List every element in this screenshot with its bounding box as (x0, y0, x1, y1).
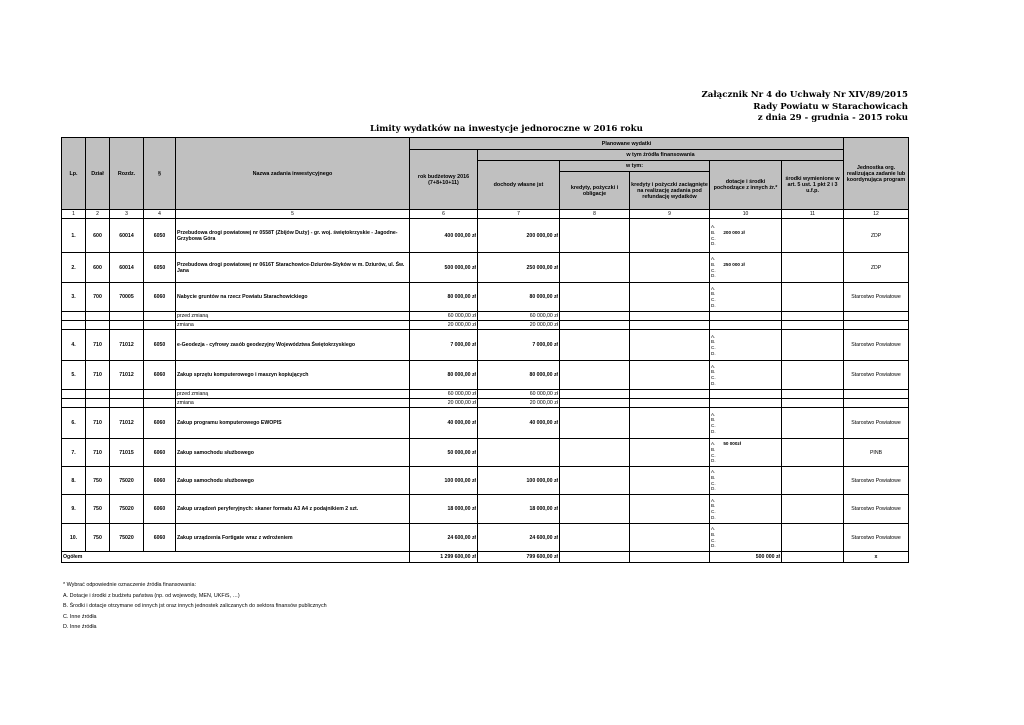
cell-dotacje (710, 524, 782, 552)
cell-rok: 24 600,00 zł (410, 524, 478, 552)
cell-dzial: 750 (86, 524, 110, 552)
cell-dochody: 40 000,00 zł (478, 408, 560, 439)
cell-nazwa: Zakup urządzenia Fortigate wraz z wdrożeniem (176, 524, 410, 552)
cell-przed-rok: 60 000,00 zł (410, 312, 478, 321)
cell-lp: 9. (62, 495, 86, 524)
cell-rok: 80 000,00 zł (410, 283, 478, 312)
source-c: C. (711, 345, 716, 350)
col-header-kredyty: kredyty, pożyczki i obligacje (560, 172, 630, 210)
cell-jednostka: PINB (844, 439, 909, 467)
table-row (62, 495, 909, 524)
cell-jednostka: Starostwo Powiatowe (844, 524, 909, 552)
source-a: A. (711, 224, 716, 230)
cell-paragraph: 6060 (144, 439, 176, 467)
footnote-line: * Wybrać odpowiednie oznaczenie źródła finansowania: (63, 582, 196, 588)
cell-kredyty (560, 283, 630, 312)
cell-kredyty (560, 439, 630, 467)
cell-nazwa: Przebudowa drogi powiatowej nr 0616T Starachowice-Dziurów-Styków w m. Dziurów, ul. Św. Jana (176, 253, 410, 283)
cell-dzial: 710 (86, 439, 110, 467)
cell-kredyty-ref (630, 283, 710, 312)
cell-rok: 7 000,00 zł (410, 330, 478, 361)
table-row-przed-zmiana (62, 390, 909, 399)
cell-paragraph: 6060 (144, 467, 176, 495)
source-d: D. (711, 428, 716, 434)
source-d: D. (711, 514, 716, 520)
investment-table (61, 137, 909, 563)
document-header (702, 90, 909, 125)
cell-dzial: 710 (86, 330, 110, 361)
col-header-w-tym: w tym: (560, 161, 710, 172)
table-row (62, 524, 909, 552)
footnote-line: C. Inne źródła (63, 613, 97, 620)
cell-jednostka: Starostwo Powiatowe (844, 495, 909, 524)
col-number: 2 (86, 210, 110, 219)
source-c: C. (711, 509, 716, 514)
source-a: A. (711, 363, 716, 369)
col-header-srodki: środki wymienione w art. 5 ust. 1 pkt 2 i 3 u.f.p. (782, 161, 844, 210)
dotacje-value: 200 000 zł (723, 229, 745, 235)
cell-zmiana-label: zmiana (176, 321, 410, 330)
cell-rozdz: 71015 (110, 439, 144, 467)
cell-dochody: 250 000,00 zł (478, 253, 560, 283)
footnotes (63, 580, 327, 633)
source-b: B. (711, 417, 716, 423)
cell-srodki (782, 439, 844, 467)
col-header-nazwa: Nazwa zadania inwestycyjnego (176, 138, 410, 210)
cell-rok: 40 000,00 zł (410, 408, 478, 439)
cell-srodki (782, 495, 844, 524)
dotacje-value: 50 000zł (723, 441, 741, 447)
table-row (62, 330, 909, 361)
cell-jednostka: Starostwo Powiatowe (844, 361, 909, 390)
cell-lp: 10. (62, 524, 86, 552)
cell-dochody: 200 000,00 zł (478, 219, 560, 253)
cell-dochody: 24 600,00 zł (478, 524, 560, 552)
document-title: Limity wydatków na inwestycje jednoroczne w 2016 roku (370, 124, 643, 134)
cell-przed-dochody: 60 000,00 zł (478, 312, 560, 321)
cell-lp: 6. (62, 408, 86, 439)
cell-jednostka: Starostwo Powiatowe (844, 467, 909, 495)
source-b: B. (711, 339, 716, 345)
cell-lp: 5. (62, 361, 86, 390)
table-row (62, 253, 909, 283)
col-header-kredyty-ref: kredyty i pożyczki zaciągnięte na realizację zadania pod refundację wydatków (630, 172, 710, 210)
cell-dotacje (710, 495, 782, 524)
source-b: B. (711, 261, 716, 267)
footnote-line: A. Dotacje i środki z budżetu państwa (np. od wojewody, MEN, UKFiS, …) (63, 592, 240, 599)
cell-rozdz: 71012 (110, 361, 144, 390)
cell-srodki (782, 467, 844, 495)
cell-rok: 50 000,00 zł (410, 439, 478, 467)
cell-dotacje (710, 219, 782, 253)
col-number: 10 (710, 210, 782, 219)
source-d: D. (711, 350, 716, 356)
source-d: D. (711, 486, 716, 492)
source-a: A. (711, 441, 716, 447)
cell-rok: 18 000,00 zł (410, 495, 478, 524)
cell-zmiana-dochody: 20 000,00 zł (478, 321, 560, 330)
source-b: B. (711, 503, 716, 509)
cell-rok: 80 000,00 zł (410, 361, 478, 390)
cell-nazwa: Przebudowa drogi powiatowej nr 0558T (Zbijów Duży) - gr. woj. świętokrzyskie - Jagodne-Grzybowa Góra (176, 219, 410, 253)
cell-dochody: 7 000,00 zł (478, 330, 560, 361)
cell-rozdz: 75020 (110, 467, 144, 495)
cell-srodki (782, 408, 844, 439)
cell-kredyty (560, 219, 630, 253)
cell-kredyty-ref (630, 524, 710, 552)
cell-dochody: 80 000,00 zł (478, 361, 560, 390)
cell-dotacje (710, 467, 782, 495)
cell-dzial: 750 (86, 467, 110, 495)
source-c: C. (711, 267, 716, 273)
column-number-row (62, 210, 909, 219)
cell-jednostka: Starostwo Powiatowe (844, 330, 909, 361)
source-b: B. (711, 474, 716, 480)
cell-paragraph: 6060 (144, 283, 176, 312)
col-header-dotacje: dotacje i środki pochodzące z innych źr.* (710, 161, 782, 210)
header-line-2: Rady Powiatu w Starachowicach (753, 101, 908, 112)
source-b: B. (711, 531, 716, 537)
cell-jednostka: Starostwo Powiatowe (844, 283, 909, 312)
cell-lp: 1. (62, 219, 86, 253)
cell-dotacje (710, 439, 782, 467)
cell-lp: 7. (62, 439, 86, 467)
cell-rozdz: 60014 (110, 219, 144, 253)
cell-dotacje (710, 408, 782, 439)
cell-srodki (782, 283, 844, 312)
cell-paragraph: 6060 (144, 495, 176, 524)
cell-dochody: 80 000,00 zł (478, 283, 560, 312)
cell-zmiana-dochody: 20 000,00 zł (478, 399, 560, 408)
header-line-3: z dnia 29 - grudnia - 2015 roku (757, 113, 908, 123)
cell-kredyty (560, 330, 630, 361)
col-number: 5 (176, 210, 410, 219)
source-d: D. (711, 273, 716, 279)
cell-kredyty-ref (630, 408, 710, 439)
cell-nazwa: e-Geodezja - cyfrowy zasób geodezyjny Województwa Świętokrzyskiego (176, 330, 410, 361)
cell-paragraph: 6060 (144, 408, 176, 439)
cell-dochody: 18 000,00 zł (478, 495, 560, 524)
col-header-zrodla: w tym źródła finansowania (478, 150, 844, 161)
col-header-jednostka: Jednostka org. realizująca zadanie lub koordynująca program (844, 138, 909, 210)
cell-nazwa: Zakup samochodu służbowego (176, 467, 410, 495)
source-c: C. (711, 297, 716, 302)
cell-dzial: 600 (86, 253, 110, 283)
col-number: 1 (62, 210, 86, 219)
cell-przed-dochody: 60 000,00 zł (478, 390, 560, 399)
cell-lp: 8. (62, 467, 86, 495)
cell-nazwa: Zakup programu komputerowego EWOPIS (176, 408, 410, 439)
col-header-lp: Lp. (62, 138, 86, 210)
source-b: B. (711, 369, 716, 375)
cell-kredyty (560, 524, 630, 552)
source-a: A. (711, 526, 716, 532)
cell-rozdz: 71012 (110, 330, 144, 361)
cell-nazwa: Zakup sprzętu komputerowego i maszyn kopiujących (176, 361, 410, 390)
cell-srodki (782, 524, 844, 552)
cell-dochody: 100 000,00 zł (478, 467, 560, 495)
cell-dzial: 600 (86, 219, 110, 253)
table-row (62, 219, 909, 253)
col-number: 9 (630, 210, 710, 219)
col-number: 6 (410, 210, 478, 219)
total-dotacje: 500 000 zł (710, 552, 782, 563)
col-header-paragraph: § (144, 138, 176, 210)
source-a: A. (711, 256, 716, 262)
source-a: A. (711, 411, 716, 417)
col-header-rok: rok budżetowy 2016 (7+8+10+11) (410, 150, 478, 210)
cell-dzial: 710 (86, 361, 110, 390)
source-b: B. (711, 291, 716, 297)
total-dochody: 799 600,00 zł (478, 552, 560, 563)
table-row (62, 408, 909, 439)
cell-dotacje (710, 330, 782, 361)
cell-dotacje (710, 283, 782, 312)
cell-kredyty-ref (630, 495, 710, 524)
cell-przed-label: przed zmianą (176, 312, 410, 321)
source-a: A. (711, 469, 716, 475)
table-row-przed-zmiana (62, 312, 909, 321)
cell-kredyty-ref (630, 439, 710, 467)
cell-rok: 500 000,00 zł (410, 253, 478, 283)
footnote-line: B. Środki i dotacje otrzymane od innych jst oraz innych jednostek zaliczanych do sektora finansów publicznych (63, 603, 327, 609)
cell-paragraph: 6050 (144, 219, 176, 253)
total-label: Ogółem (62, 552, 410, 563)
total-rok: 1 299 600,00 zł (410, 552, 478, 563)
cell-rozdz: 70005 (110, 283, 144, 312)
cell-rozdz: 71012 (110, 408, 144, 439)
total-jednostka: x (844, 552, 909, 563)
cell-jednostka: ZDP (844, 253, 909, 283)
col-number: 4 (144, 210, 176, 219)
cell-kredyty (560, 495, 630, 524)
cell-nazwa: Nabycie gruntów na rzecz Powiatu Starachowickiego (176, 283, 410, 312)
source-b: B. (711, 229, 716, 235)
cell-dotacje (710, 253, 782, 283)
source-c: C. (711, 423, 716, 428)
col-header-dochody: dochody własne jst (478, 161, 560, 210)
source-c: C. (711, 375, 716, 380)
cell-paragraph: 6060 (144, 361, 176, 390)
cell-rozdz: 75020 (110, 524, 144, 552)
col-number: 11 (782, 210, 844, 219)
col-number: 7 (478, 210, 560, 219)
cell-kredyty (560, 253, 630, 283)
table-row (62, 467, 909, 495)
cell-lp: 3. (62, 283, 86, 312)
cell-nazwa: Zakup urządzeń peryferyjnych: skaner formatu A3 A4 z podajnikiem 2 szt. (176, 495, 410, 524)
source-b: B. (711, 446, 716, 452)
total-row (62, 552, 909, 563)
cell-srodki (782, 361, 844, 390)
cell-kredyty (560, 408, 630, 439)
cell-przed-label: przed zmianą (176, 390, 410, 399)
cell-srodki (782, 219, 844, 253)
cell-kredyty (560, 467, 630, 495)
cell-przed-rok: 60 000,00 zł (410, 390, 478, 399)
source-a: A. (711, 497, 716, 503)
cell-zmiana-rok: 20 000,00 zł (410, 321, 478, 330)
cell-dzial: 710 (86, 408, 110, 439)
cell-jednostka: Starostwo Powiatowe (844, 408, 909, 439)
source-a: A. (711, 285, 716, 291)
cell-jednostka: ZDP (844, 219, 909, 253)
cell-dzial: 750 (86, 495, 110, 524)
cell-kredyty-ref (630, 361, 710, 390)
table-row-zmiana (62, 399, 909, 408)
source-d: D. (711, 458, 716, 464)
cell-kredyty-ref (630, 253, 710, 283)
source-c: C. (711, 452, 716, 458)
cell-rok: 100 000,00 zł (410, 467, 478, 495)
source-c: C. (711, 480, 716, 486)
cell-kredyty (560, 361, 630, 390)
source-c: C. (711, 235, 716, 241)
cell-paragraph: 6050 (144, 253, 176, 283)
cell-srodki (782, 253, 844, 283)
table-row-zmiana (62, 321, 909, 330)
source-d: D. (711, 543, 716, 549)
cell-rok: 400 000,00 zł (410, 219, 478, 253)
cell-nazwa: Zakup samochodu służbowego (176, 439, 410, 467)
cell-dochody (478, 439, 560, 467)
col-header-rozdz: Rozdz. (110, 138, 144, 210)
col-number: 8 (560, 210, 630, 219)
table-row (62, 361, 909, 390)
table-row (62, 439, 909, 467)
cell-lp: 2. (62, 253, 86, 283)
col-number: 3 (110, 210, 144, 219)
dotacje-value: 250 000 zł (723, 261, 745, 267)
source-d: D. (711, 241, 716, 247)
source-d: D. (711, 302, 716, 308)
cell-zmiana-label: zmiana (176, 399, 410, 408)
cell-srodki (782, 330, 844, 361)
col-header-dzial: Dział (86, 138, 110, 210)
source-d: D. (711, 380, 716, 386)
cell-paragraph: 6060 (144, 524, 176, 552)
cell-rozdz: 75020 (110, 495, 144, 524)
cell-lp: 4. (62, 330, 86, 361)
cell-kredyty-ref (630, 467, 710, 495)
source-c: C. (711, 537, 716, 543)
cell-paragraph: 6050 (144, 330, 176, 361)
footnote-line: D. Inne źródła (63, 624, 97, 630)
col-header-planowane: Planowane wydatki (410, 138, 844, 150)
source-a: A. (711, 333, 716, 339)
cell-kredyty-ref (630, 330, 710, 361)
col-number: 12 (844, 210, 909, 219)
header-line-1: Załącznik Nr 4 do Uchwały Nr XIV/89/2015 (701, 90, 908, 100)
table-row (62, 283, 909, 312)
cell-rozdz: 60014 (110, 253, 144, 283)
cell-zmiana-rok: 20 000,00 zł (410, 399, 478, 408)
cell-dzial: 700 (86, 283, 110, 312)
cell-dotacje (710, 361, 782, 390)
cell-kredyty-ref (630, 219, 710, 253)
